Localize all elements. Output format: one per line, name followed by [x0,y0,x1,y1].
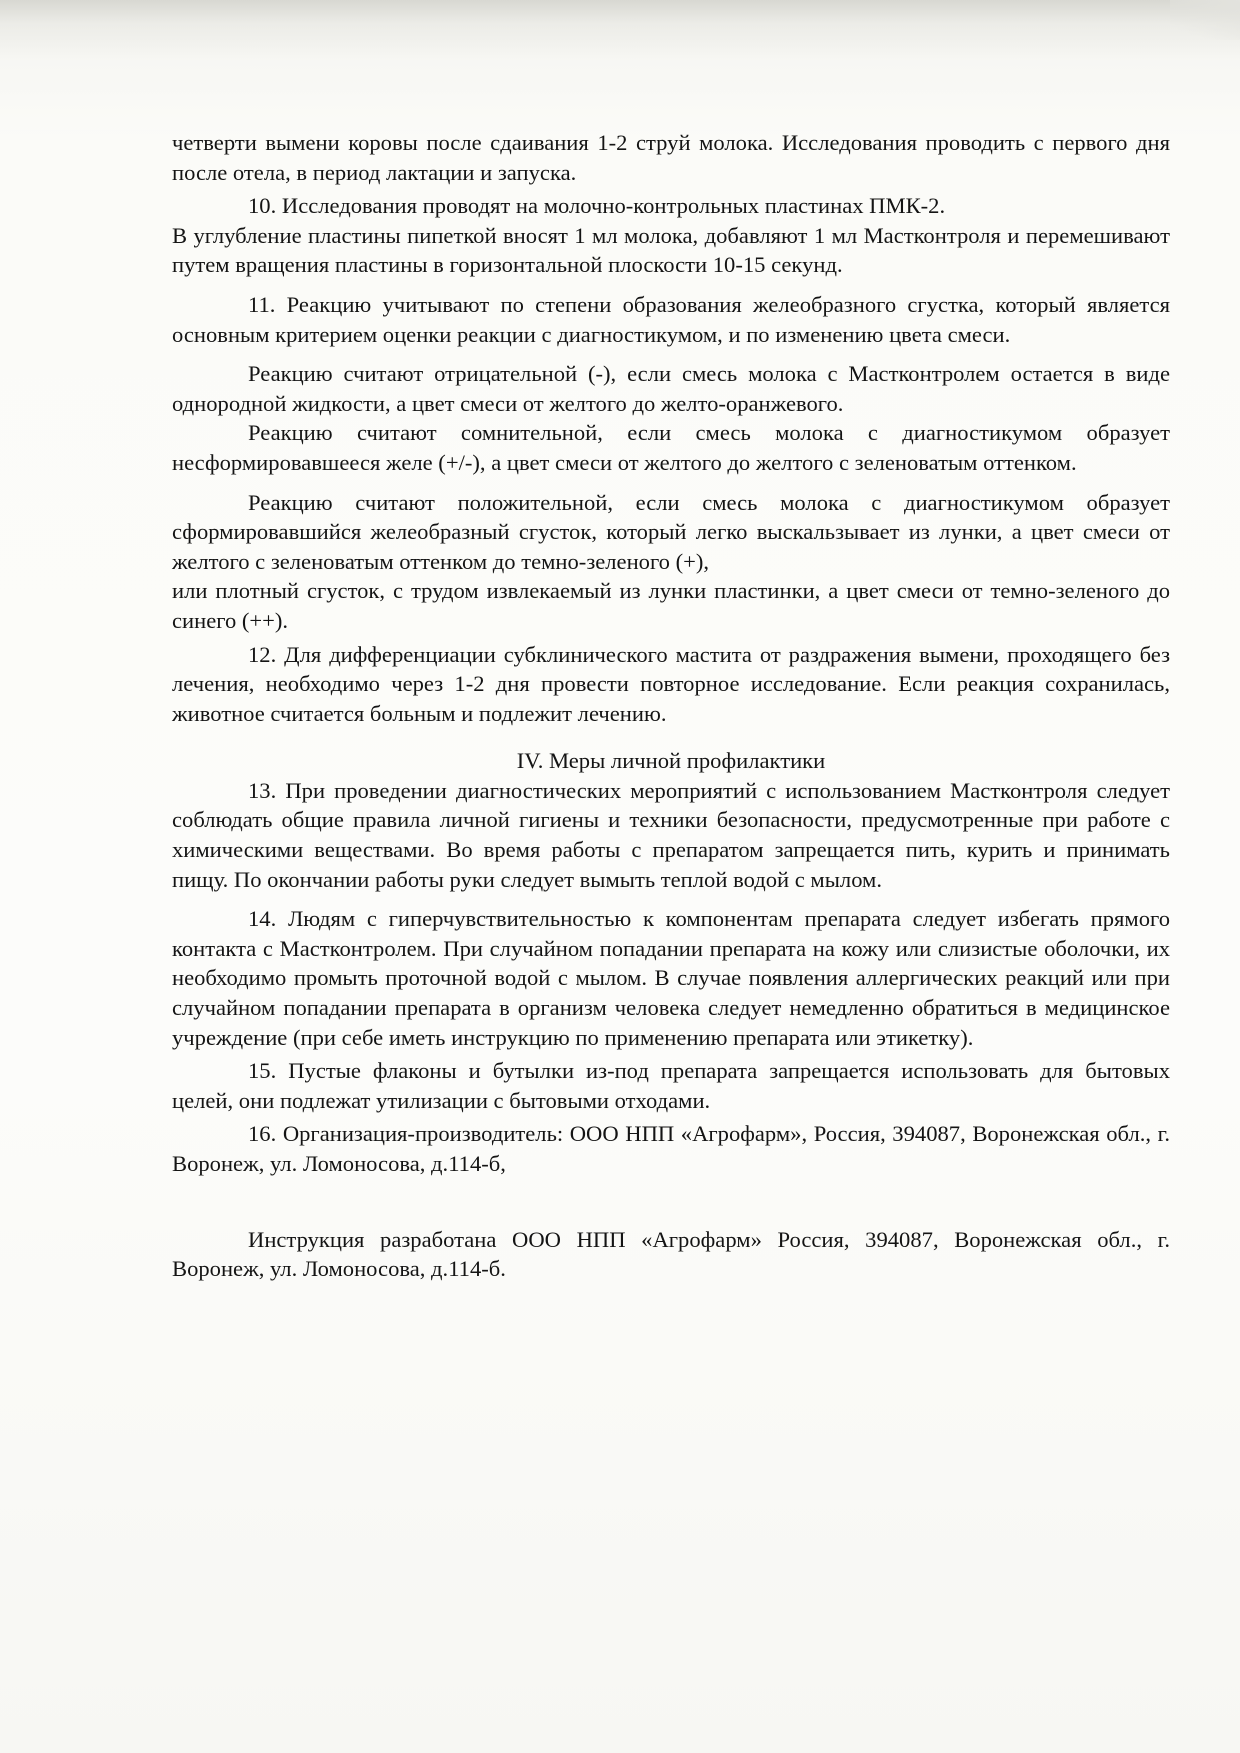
paragraph-continuation: четверти вымени коровы после сдаивания 1-2 струй молока. Исследования проводить с первого дня после отела, в период лактации и запуска. [172,130,1170,185]
paragraph-item-12: 12. Для дифференциации субклинического мастита от раздражения вымени, проходящего без лечения, необходимо через 1-2 дня провести повторное исследование. Если реакция сохранилась, животное считается больным и подлежит лечению. [172,641,1170,726]
paragraph-doubtful-reaction: Реакцию считают сомнительной, если смесь молока с диагностикумом образует несформировавшееся желе (+/-), а цвет смеси от желтого до желтого с зеленоватым оттенком. [172,420,1170,475]
paragraph-item-10: 10. Исследования проводят на молочно-контрольных пластинах ПМК-2. [248,193,946,219]
paragraph-item-14: 14. Людям с гиперчувствительностью к компонентам препарата следует избегать прямого контакта с Мастконтролем. При случайном попадании препарата на кожу или слизистые оболочки, их необходимо промыть проточной водой с мылом. В случае появления аллергических реакций или при случайном попадании препарата в организм человека следует немедленно обратиться в медицинское учреждение (при себе иметь инструкцию по применению препарата или этикетку). [172,906,1170,1050]
paragraph-positive-reaction: Реакцию считают положительной, если смесь молока с диагностикумом образует сформировавшийся желеобразный сгусток, который легко выскальзывает из лунки, а цвет смеси от желтого с зеленоватым оттенком до темно-зеленого (+), [172,489,1170,574]
paragraph-item-15: 15. Пустые флаконы и бутылки из-под препарата запрещается использовать для бытовых целей, они подлежат утилизации с бытовыми отходами. [172,1058,1170,1113]
paragraph-item-16: 16. Организация-производитель: ООО НПП «Агрофарм», Россия, 394087, Воронежская обл., г. Воронеж, ул. Ломоносова, д.114-б, [172,1121,1170,1176]
paragraph-item-11: 11. Реакцию учитывают по степени образования желеобразного сгустка, который является основным критерием оценки реакции с диагностикумом, и по изменению цвета смеси. [172,291,1170,347]
section-heading-iv: IV. Меры личной профилактики [516,748,826,774]
scan-top-shadow [0,0,1240,60]
paragraph-item-13: 13. При проведении диагностических мероприятий с использованием Мастконтроля следует соблюдать общие правила личной гигиены и техники безопасности, предусмотренные при работе с химическими веществами. Во время работы с препаратом запрещается пить, курить и принимать пищу. По окончании работы руки следует вымыть теплой водой с мылом. [172,777,1170,892]
paragraph-positive-reaction-dense: или плотный сгусток, с трудом извлекаемый из лунки пластинки, а цвет смеси от темно-зеленого до синего (++). [172,578,1170,633]
paragraph-developer-info: Инструкция разработана ООО НПП «Агрофарм» Россия, 394087, Воронежская обл., г. Воронеж, ул. Ломоносова, д.114-б. [172,1226,1170,1282]
paragraph-negative-reaction: Реакцию считают отрицательной (-), если смесь молока с Мастконтролем остается в виде однородной жидкости, а цвет смеси от желтого до желто-оранжевого. [172,361,1170,416]
document-body [172,128,1170,1284]
paragraph-item-10-detail: В углубление пластины пипеткой вносят 1 мл молока, добавляют 1 мл Мастконтроля и перемешивают путем вращения пластины в горизонтальной плоскости 10-15 секунд. [172,222,1170,278]
page-fold-corner [1170,0,1240,40]
